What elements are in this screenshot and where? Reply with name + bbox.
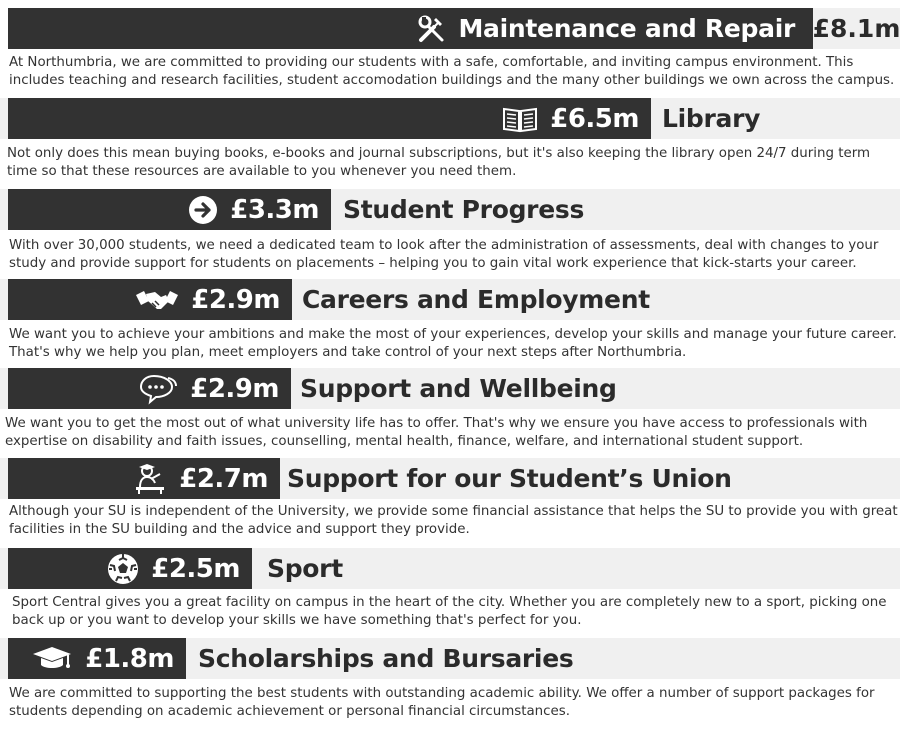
spend-amount: £2.9m	[190, 373, 279, 404]
spend-title: Maintenance and Repair	[458, 14, 795, 43]
spend-title: Scholarships and Bursaries	[198, 644, 574, 673]
spend-amount: £3.3m	[230, 194, 319, 225]
spend-description: Sport Central gives you a great facility on campus in the heart of the city. Whether you are completely new to a sport, picking one back up or you want to develop your skills we have something that's perfect for you.	[12, 595, 887, 628]
tools-icon	[416, 14, 446, 44]
spend-title: Careers and Employment	[302, 285, 650, 314]
spend-amount: £2.9m	[191, 284, 280, 315]
spend-header-bar	[8, 548, 252, 589]
spend-description: Not only does this mean buying books, e-books and journal subscriptions, but it's also keeping the library open 24/7 during term time so that these resources are available to you whenever you need them.	[7, 146, 871, 179]
student-at-desk-icon	[133, 463, 167, 495]
spend-description: We want you to achieve your ambitions and make the most of your experiences, develop your skills and manage your future career. That's why we help you plan, meet employers and take control of your next steps after Northumbria.	[9, 327, 897, 360]
spend-title: Student Progress	[343, 195, 585, 224]
handshake-icon	[135, 287, 179, 313]
football-icon	[107, 553, 139, 585]
open-book-icon	[502, 105, 538, 133]
spend-description: Although your SU is independent of the University, we provide some financial assistance that helps the SU to provide you with great facilities in the SU building and the advice and support they provide.	[9, 504, 898, 537]
spend-amount: £8.1m	[813, 8, 900, 49]
spend-title: Sport	[267, 554, 343, 583]
spend-description: At Northumbria, we are committed to providing our students with a safe, comfortable, and inviting campus environment. This includes teaching and research facilities, student accomodation buildings and the many other buildings we own across the campus.	[9, 55, 895, 88]
spend-title: Support and Wellbeing	[300, 374, 617, 403]
spend-header-bar	[8, 638, 186, 679]
spend-description: We are committed to supporting the best students with outstanding academic ability. We offer a number of support packages for students depending on academic achievement or personal financial circumstances.	[9, 686, 875, 719]
spend-title: Support for our Student’s Union	[287, 464, 732, 493]
spend-amount: £1.8m	[85, 643, 174, 674]
spend-description: With over 30,000 students, we need a dedicated team to look after the administration of assessments, deal with changes to your study and provide support for students on placements – helping you to gain vital work experience that kick-starts your career.	[9, 238, 879, 271]
spend-amount: £6.5m	[550, 103, 639, 134]
spend-title: Library	[662, 104, 761, 133]
spend-header-bar	[8, 458, 280, 499]
speech-bubbles-icon	[138, 373, 178, 405]
spend-header-bar	[8, 279, 292, 320]
spend-description: We want you to get the most out of what university life has to offer. That's why we ensure you have access to professionals with expertise on disability and faith issues, counselling, mental health, finance, welfare, and international student support.	[5, 416, 868, 449]
spend-header-bar	[8, 189, 331, 230]
graduation-cap-icon	[31, 645, 73, 673]
spend-header-bar	[8, 368, 291, 409]
spend-header-bar	[8, 8, 813, 49]
spend-amount: £2.7m	[179, 463, 268, 494]
spend-amount: £2.5m	[151, 553, 240, 584]
spend-header-bar	[8, 98, 651, 139]
arrow-circle-icon	[188, 195, 218, 225]
